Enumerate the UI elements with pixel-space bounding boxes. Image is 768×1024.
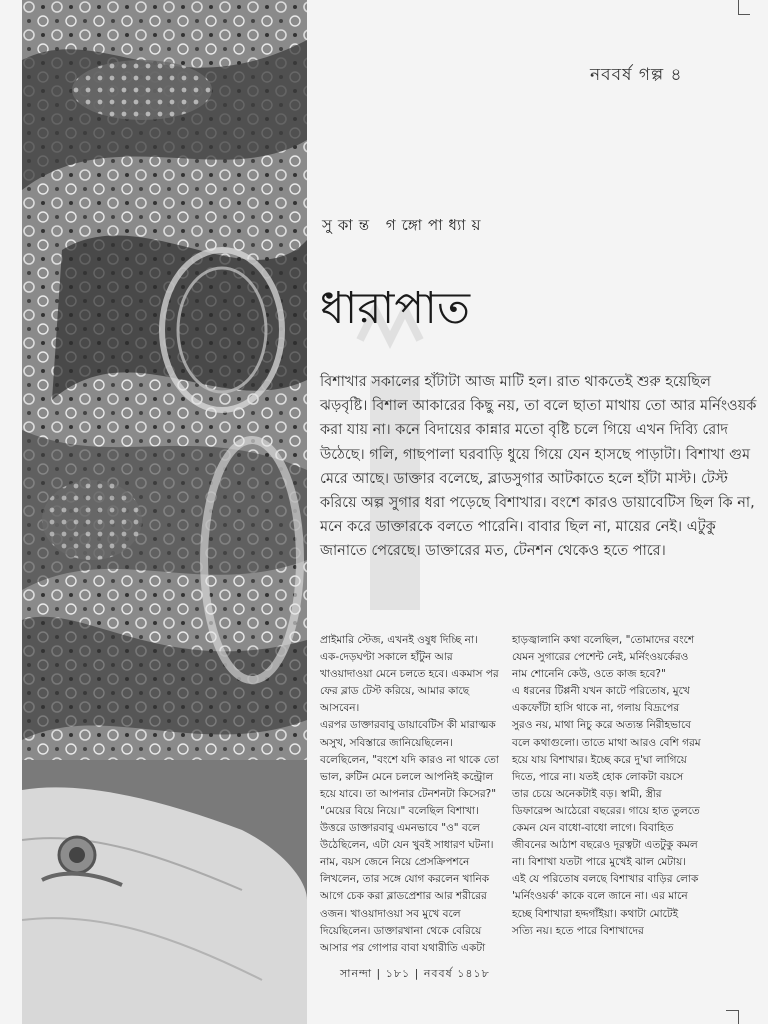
paragraph: "মেয়ের বিয়ে নিয়ে।" বলেছিল বিশাখা। উত্তরে ডাক্তারবাবু এমনভাবে "ও" বলে উঠেছিলেন, এটা যেন খুবই সাধারণ ঘটনা। নাম, বয়স জেনে নিয়ে প্রেসক্রিপশনে লিখলেন, তার সঙ্গে যোগ করলেন খানিক আগে চেক করা ব্লাডপ্রেশার আর শরীরের ওজন। খাওয়াদাওয়া সব মুখে বলে দিয়েছিলেন। ডাক্তারখানা থেকে বেরিয়ে আসার পর গোপার বাবা যথারীতি একটা xyxy=(320,804,494,954)
text-column-right xyxy=(512,632,702,940)
section-label: নববর্ষ গল্প ৪ xyxy=(590,65,683,85)
text-column-left xyxy=(320,632,500,957)
crop-mark-bottom-right-h xyxy=(726,1010,738,1011)
crop-mark-top-right xyxy=(738,0,739,14)
story-title: ধারাপাত xyxy=(320,283,471,335)
paragraph: হাড়জ্বালানি কথা বলেছিল, "তোমাদের বংশে যেমন সুগারের পেশেন্ট নেই, মর্নিংওয়র্কেরও নাম শোনেনি কেউ, ওতে কাজ হবে?" xyxy=(512,634,695,681)
decorative-illustration xyxy=(22,0,307,1024)
crop-mark-bottom-right xyxy=(738,1010,739,1024)
crop-mark-top-right-h xyxy=(738,14,750,15)
paragraph: এরপর ডাক্তারবাবু ডায়াবেটিস কী মারাত্মক অসুখ, সবিস্তারে জানিয়েছিলেন। বলেছিলেন, "বংশে যদি কারও না থাকে তো ভাল, রুটিন মেনে চললে আপনিই কন্ট্রোল হয়ে যাবে। তা আপনার টেনশনটা কিসের?" xyxy=(320,719,499,800)
paragraph: এ ধরনের টিপ্পনী যখন কাটে পরিতোষ, মুখে একফোঁটা হাসি থাকে না, গলায় বিদ্রূপের সুরও নয়, মাথা নিচু করে অত্যন্ত নিরীহভাবে বলে কথাগুলো। তাতে মাথা আরও বেশি গরম হয়ে যায় বিশাখার। ইচ্ছে করে দু'ঘা লাগিয়ে দিতে, পারে না। যতই হোক লোকটা বয়সে তার চেয়ে অনেকটাই বড়। স্বামী, স্ত্রীর ডিফারেন্স আঠেরো বছরের। গায়ে হাত তুলতে কেমন যেন বাধো-বাধো লাগে। বিবাহিত জীবনের আঠাশ বছরেও দূরত্বটা এতটুকু কমল না। বিশাখা যতটা পারে মুখেই ঝাল মেটায়। এই যে পরিতোষ বলছে বিশাখার বাড়ির লোক 'মর্নিংওয়র্ক' কাকে বলে জানে না। এর মানে হচ্ছে বিশাখারা হদ্দগাঁইয়া। কথাটা মোটেই সত্যি নয়। হতে পারে বিশাখাদের xyxy=(512,685,701,937)
author-name: সুকান্ত গঙ্গোপাধ্যায় xyxy=(322,216,487,234)
lead-paragraph: বিশাখার সকালের হাঁটাটা আজ মাটি হল। রাত থাকতেই শুরু হয়েছিল ঝড়বৃষ্টি। বিশাল আকারের কিছু নয়, তা বলে ছাতা মাথায় তো আর মর্নিংওয়র্ক করা যায় না। কনে বিদায়ের কান্নার মতো বৃষ্টি চলে গিয়ে এখন দিব্যি রোদ উঠেছে। গলি, গাছপালা ঘরবাড়ি ধুয়ে গিয়ে যেন হাসছে পাড়াটা। বিশাখা গুম মেরে আছে। ডাক্তার বলেছে, ব্লাডসুগার আটকাতে হলে হাঁটা মাস্ট। টেস্ট করিয়ে অল্প সুগার ধরা পড়েছে বিশাখার। বংশে কারও ডায়াবেটিস ছিল কি না, মনে করে ডাক্তারকে বলতে পারেনি। বাবার ছিল না, মায়ের নেই। এটুকু জানাতে পেরেছে। ডাক্তারের মত, টেনশন থেকেও হতে পারে। xyxy=(320,374,757,560)
painting-texture xyxy=(22,0,307,1024)
page-footer: সানন্দা | ১৮১ | নববর্ষ ১৪১৮ xyxy=(340,967,490,980)
paragraph: প্রাইমারি স্টেজ, এখনই ওষুধ দিচ্ছি না। এক-দেড়ঘণ্টা সকালে হাঁটুন আর খাওয়াদাওয়া মেনে চলতে হবে। একমাস পর ফের ব্লাড টেস্ট করিয়ে, আমার কাছে আসবেন। xyxy=(320,634,499,715)
